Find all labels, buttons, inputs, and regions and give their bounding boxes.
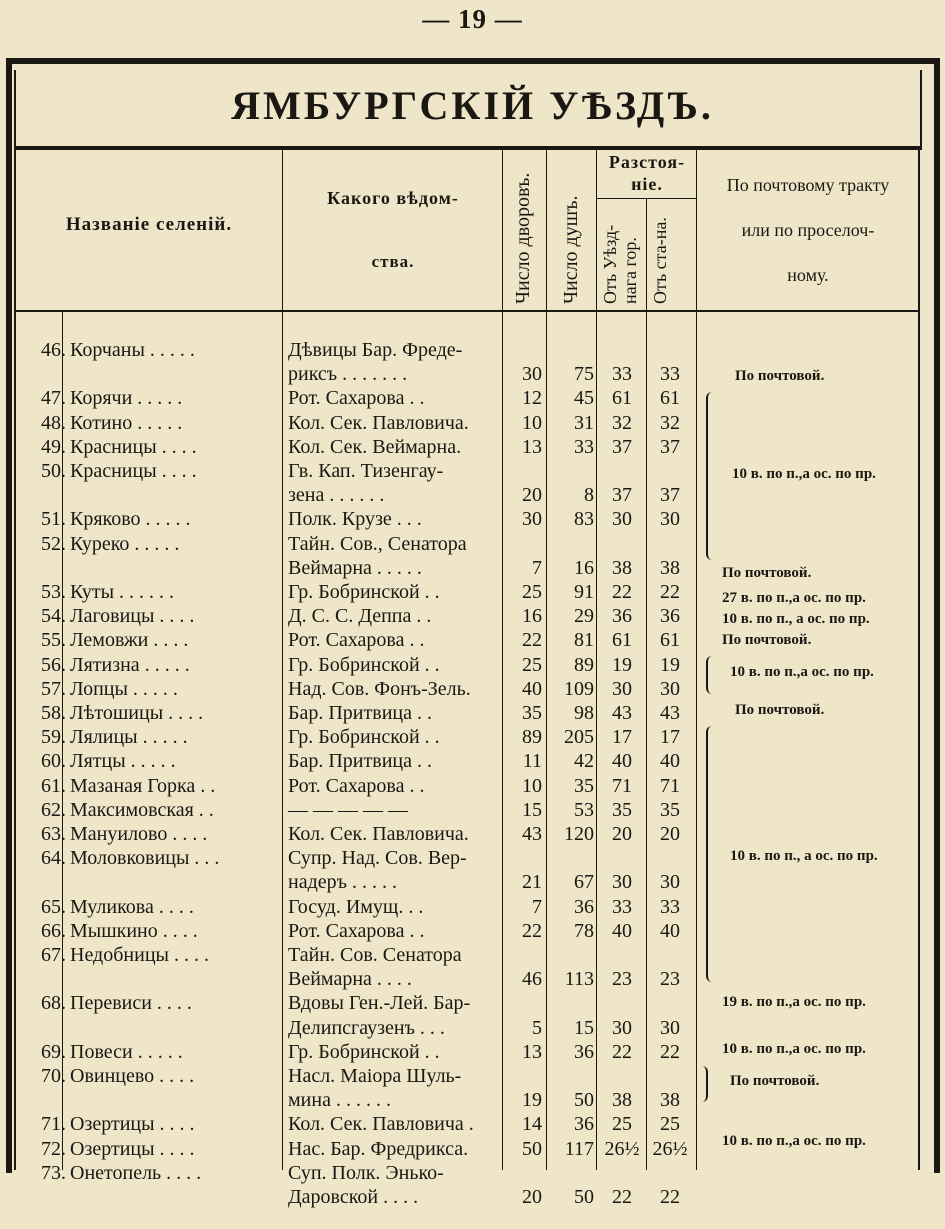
souls-value: 113 [564,968,594,991]
col-rule-left [14,150,16,1170]
department: Кол. Сек. Павловича. [288,411,469,434]
village-name: Куреко . . . . . [70,532,180,555]
village-name: Лятизна . . . . . [70,653,190,676]
village-name: Перевиси . . . . [70,992,192,1015]
souls-value: 205 [564,726,594,749]
department: Супр. Над. Сов. Вер- [288,847,467,870]
souls-value: 67 [574,871,594,894]
department: Тайн. Сов., Сенатора [288,532,467,555]
header-dept-bottom: ства. [371,252,415,271]
department-cont: Даровской . . . . [288,1186,419,1208]
souls-value: 50 [574,1186,594,1208]
row-number: 51. [41,508,66,531]
title-rule [14,146,920,150]
department-cont: Делипсгаузенъ . . . [288,1016,445,1039]
header-souls: Число душъ. [560,195,582,304]
households-value: 35 [522,702,542,724]
dist-city-value: 61 [612,387,632,410]
souls-value: 8 [584,484,594,507]
department: Кол. Сек. Павловича. [288,823,469,845]
souls-value: 16 [574,556,594,579]
village-name: Корчаны . . . . . [70,339,195,361]
row-number: 57. [41,677,66,700]
page-title: ЯМБУРГСКІЙ УѢЗДЪ. [231,83,714,128]
department: Вдовы Ген.-Лей. Бар- [288,992,471,1015]
row-number: 53. [41,581,66,603]
row-number: 73. [41,1161,66,1184]
department: Гр. Бобринской . . [288,1040,440,1063]
dist-station-value: 43 [660,702,680,724]
dist-station-value: 61 [660,387,680,410]
households-value: 20 [522,484,542,507]
department: Рот. Сахарова . . [288,774,425,797]
brace [706,726,714,982]
col-rule-souls [596,150,597,1170]
dist-city-value: 25 [612,1113,632,1136]
dist-city-value: 33 [612,363,632,386]
col-rule-right [918,150,920,1170]
department-cont: надеръ . . . . . [288,871,397,894]
souls-value: 50 [574,1089,594,1112]
households-value: 13 [522,435,542,458]
department: Насл. Маіора Шуль- [288,1065,462,1087]
village-name: Мануилово . . . . [70,823,208,845]
dist-city-value: 30 [612,508,632,531]
row-number: 52. [41,532,66,555]
row-number: 61. [41,774,66,797]
dist-station-value: 25 [660,1113,680,1136]
department-cont: мина . . . . . . [288,1089,391,1112]
dist-city-value: 23 [612,968,632,991]
households-value: 11 [522,750,542,773]
header-households: Число дворовъ. [512,172,534,304]
village-name: Повеси . . . . . [70,1040,183,1063]
village-name: Котино . . . . . [70,411,183,434]
households-value: 14 [522,1113,542,1136]
department-cont: зена . . . . . . [288,484,385,507]
dist-station-value: 40 [660,750,680,773]
souls-value: 45 [574,387,594,410]
department: Тайн. Сов. Сенатора [288,944,462,966]
dist-station-value: 20 [660,823,680,845]
dist-station-value: 26½ [652,1137,688,1160]
households-value: 12 [522,387,542,410]
row-number: 63. [41,823,66,845]
dist-station-value: 17 [660,726,680,749]
row-number: 46. [41,339,66,361]
col-rule-name [282,150,283,1170]
village-name: Мышкино . . . . [70,919,198,942]
village-name: Лемовжи . . . . [70,629,189,652]
dist-station-value: 36 [660,605,680,628]
department: Нас. Бар. Фредрикса. [288,1137,469,1160]
dist-city-value: 20 [612,823,632,845]
brace [706,392,714,560]
header-road-2: или по проселоч- [741,220,875,240]
souls-value: 36 [574,895,594,918]
souls-value: 78 [574,919,594,942]
dist-city-value: 30 [612,871,632,894]
department: Над. Сов. Фонъ-Зель. [288,677,471,700]
department: Кол. Сек. Веймарна. [288,435,462,458]
dist-station-value: 33 [660,895,680,918]
village-name: Лаговицы . . . . [70,605,195,628]
dist-city-value: 38 [612,1089,632,1112]
dist-city-value: 40 [612,750,632,773]
row-number: 67. [41,944,66,966]
dist-station-value: 37 [660,484,680,507]
village-name: Озертицы . . . . [70,1113,195,1136]
village-name: Красницы . . . . [70,435,197,458]
souls-value: 53 [574,798,594,821]
village-name: Корячи . . . . . [70,387,183,410]
note: По почтовой. [722,632,812,648]
row-number: 49. [41,435,66,458]
souls-value: 81 [574,629,594,652]
dist-city-value: 30 [612,677,632,700]
header-distance-top: Разстоя- [608,152,686,172]
header-road-1: По почтовому тракту [726,175,890,195]
dist-station-value: 23 [660,968,680,991]
dist-city-value: 37 [612,484,632,507]
village-name: Лялицы . . . . . [70,726,188,749]
souls-value: 120 [564,823,594,845]
department: Рот. Сахарова . . [288,629,425,652]
households-value: 43 [522,823,542,845]
dist-station-value: 32 [660,411,680,434]
souls-value: 83 [574,508,594,531]
row-number: 60. [41,750,66,773]
department: Рот. Сахарова . . [288,919,425,942]
households-value: 10 [522,774,542,797]
page-number: — 19 — [422,4,523,34]
households-value: 30 [522,508,542,531]
dist-city-value: 26½ [604,1137,640,1160]
note: 10 в. по п.,а ос. по пр. [730,664,874,680]
department: Бар. Притвица . . [288,750,432,773]
brace [700,1066,708,1102]
row-number: 69. [41,1040,66,1063]
households-value: 46 [522,968,542,991]
row-number: 47. [41,387,66,410]
department: Госуд. Имущ. . . [288,895,424,918]
row-number: 55. [41,629,66,652]
row-number: 48. [41,411,66,434]
row-number: 50. [41,460,66,482]
dist-city-value: 19 [612,653,632,676]
col-rule-households [546,150,547,1170]
households-value: 30 [522,363,542,386]
dist-station-value: 40 [660,919,680,942]
dist-station-value: 30 [660,677,680,700]
village-name: Овинцево . . . . [70,1065,195,1087]
souls-value: 109 [564,677,594,700]
households-value: 22 [522,629,542,652]
dist-city-value: 37 [612,435,632,458]
village-name: Муликова . . . . [70,895,194,918]
dist-city-value: 33 [612,895,632,918]
note: По почтовой. [730,1073,820,1089]
souls-value: 89 [574,653,594,676]
department: Гр. Бобринской . . [288,653,440,676]
households-value: 20 [522,1186,542,1208]
dist-city-value: 38 [612,556,632,579]
village-name: Лятцы . . . . . [70,750,176,773]
households-value: 16 [522,605,542,628]
dist-station-value: 30 [660,871,680,894]
dist-station-value: 22 [660,581,680,603]
souls-value: 75 [574,363,594,386]
dist-city-value: 61 [612,629,632,652]
dist-station-value: 38 [660,1089,680,1112]
souls-value: 33 [574,435,594,458]
souls-value: 31 [574,411,594,434]
households-value: 40 [522,677,542,700]
note: 10 в. по п.,а ос. по пр. [722,1041,866,1057]
village-name: Лопцы . . . . . [70,677,178,700]
dist-city-value: 17 [612,726,632,749]
households-value: 22 [522,919,542,942]
dist-station-value: 33 [660,363,680,386]
village-name: Моловковицы . . . [70,847,220,870]
dist-station-value: 38 [660,556,680,579]
note: 19 в. по п.,а ос. по пр. [722,994,866,1010]
households-value: 21 [522,871,542,894]
note: 10 в. по п.,а ос. по пр. [732,466,876,482]
header-distance-bottom: ніе. [631,174,663,194]
row-number: 72. [41,1137,66,1160]
department: Кол. Сек. Павловича . [288,1113,474,1136]
dist-station-value: 19 [660,653,680,676]
households-value: 89 [522,726,542,749]
department: Гв. Кап. Тизенгау- [288,460,444,482]
department: Суп. Полк. Энько- [288,1161,444,1184]
row-number: 66. [41,919,66,942]
households-value: 7 [532,895,542,918]
dist-station-value: 22 [660,1186,680,1208]
village-name: Недобницы . . . . [70,944,209,966]
souls-value: 91 [574,581,594,603]
department: Гр. Бобринской . . [288,581,440,603]
department: — — — — — [288,798,408,821]
header-name: Названіе селеній. [65,214,233,235]
brace [706,656,714,694]
department: Полк. Крузе . . . [288,508,422,531]
department: Дѣвицы Бар. Фреде- [288,339,463,361]
col-rule-city [646,198,647,1170]
row-number: 54. [41,605,66,628]
department-cont: Веймарна . . . . [288,968,412,991]
dist-station-value: 37 [660,435,680,458]
dist-station-value: 35 [660,798,680,821]
col-rule-dept [502,150,503,1170]
village-name: Мазаная Горка . . [70,774,216,797]
village-name: Озертицы . . . . [70,1137,195,1160]
households-value: 5 [532,1016,542,1039]
note: 10 в. по п., а ос. по пр. [722,611,870,627]
department: Рот. Сахарова . . [288,387,425,410]
note: По почтовой. [735,368,825,384]
souls-value: 117 [564,1137,594,1160]
row-number: 71. [41,1113,66,1136]
row-number: 70. [41,1065,66,1087]
souls-value: 98 [574,702,594,724]
dist-city-value: 22 [612,1186,632,1208]
village-name: Кряково . . . . . [70,508,191,531]
note: 10 в. по п.,а ос. по пр. [722,1133,866,1149]
households-value: 25 [522,581,542,603]
dist-city-value: 32 [612,411,632,434]
village-name: Онетопель . . . . [70,1161,202,1184]
row-number: 62. [41,798,66,821]
dist-station-value: 30 [660,508,680,531]
row-number: 68. [41,992,66,1015]
header-dist-station: Отъ ста-на. [650,217,670,304]
households-value: 15 [522,798,542,821]
dist-city-value: 40 [612,919,632,942]
households-value: 7 [532,556,542,579]
dist-station-value: 22 [660,1040,680,1063]
department-cont: Веймарна . . . . . [288,556,422,579]
dist-city-value: 22 [612,1040,632,1063]
souls-value: 15 [574,1016,594,1039]
households-value: 50 [522,1137,542,1160]
souls-value: 35 [574,774,594,797]
dist-city-value: 43 [612,702,632,724]
row-number: 59. [41,726,66,749]
souls-value: 29 [574,605,594,628]
department: Гр. Бобринской . . [288,726,440,749]
souls-value: 42 [574,750,594,773]
dist-city-value: 35 [612,798,632,821]
row-number: 65. [41,895,66,918]
village-name: Максимовская . . [70,798,214,821]
dist-city-value: 36 [612,605,632,628]
households-value: 13 [522,1040,542,1063]
row-number: 56. [41,653,66,676]
dist-station-value: 30 [660,1016,680,1039]
note: По почтовой. [722,565,812,581]
households-value: 19 [522,1089,542,1112]
department-cont: риксъ . . . . . . . [288,363,408,386]
note: По почтовой. [735,702,825,718]
row-number: 64. [41,847,66,870]
note: 27 в. по п.,а ос. по пр. [722,590,866,606]
village-name: Лѣтошицы . . . . [70,702,204,724]
header-dist-city: Отъ Уѣзд-нага гор. [600,224,640,304]
households-value: 25 [522,653,542,676]
village-name: Красницы . . . . [70,460,197,482]
souls-value: 36 [574,1040,594,1063]
households-value: 10 [522,411,542,434]
department: Бар. Притвица . . [288,702,432,724]
col-rule-station [696,150,697,1170]
row-number: 58. [41,702,66,724]
header-road-3: ному. [787,265,829,285]
header-dept-top: Какого вѣдом- [327,188,459,208]
dist-city-value: 30 [612,1016,632,1039]
note: 10 в. по п., а ос. по пр. [730,848,878,864]
dist-station-value: 71 [660,774,680,797]
department: Д. С. С. Деппа . . [288,605,432,628]
dist-station-value: 61 [660,629,680,652]
dist-city-value: 71 [612,774,632,797]
souls-value: 36 [574,1113,594,1136]
village-name: Куты . . . . . . [70,581,175,603]
header-rule [14,310,920,312]
dist-city-value: 22 [612,581,632,603]
